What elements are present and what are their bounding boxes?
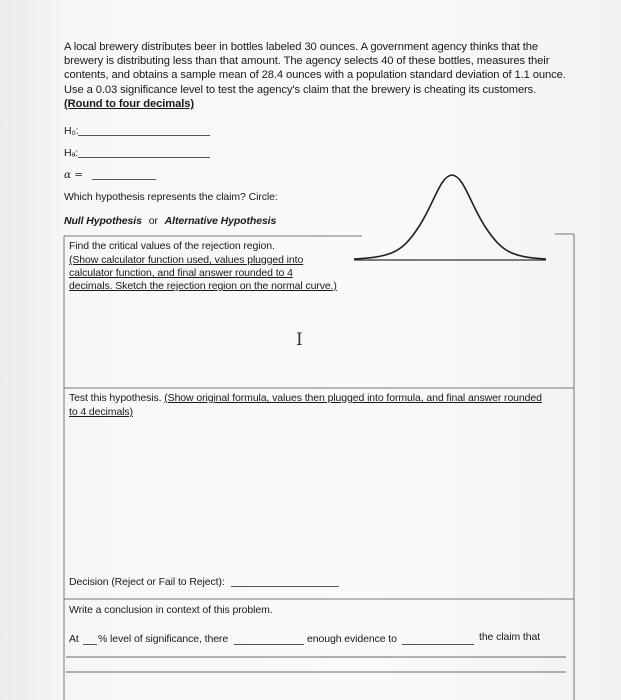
- there-is-blank[interactable]: [234, 644, 304, 645]
- conclusion-level-text: % level of significance, there: [98, 633, 229, 645]
- test-intro: Test this hypothesis.: [69, 392, 165, 404]
- ha-label: Hₐ:: [64, 147, 79, 159]
- problem-line-1: A local brewery distributes beer in bottles labeled 30 ounces. A government agency thinks that the: [64, 41, 539, 53]
- problem-line-4: Use a 0.03 significance level to test the agency's claim that the brewery is cheating its customers.: [64, 84, 537, 96]
- round-note: (Round to four decimals): [64, 98, 194, 110]
- null-hypothesis-option[interactable]: Null Hypothesis: [64, 215, 142, 227]
- conclusion-claim-text: the claim that: [479, 631, 541, 643]
- conclusion-prompt: Write a conclusion in context of this problem.: [69, 604, 273, 616]
- conclusion-at: At: [69, 633, 79, 645]
- alpha-label: α =: [64, 169, 83, 181]
- critical-values-instruction-3: decimals. Sketch the rejection region on the normal curve.): [69, 280, 337, 292]
- claim-question: Which hypothesis represents the claim? Circle:: [64, 191, 278, 203]
- normal-curve: [354, 175, 546, 259]
- critical-values-heading: Find the critical values of the rejection region.: [69, 240, 275, 252]
- problem-line-3: contents, and obtains a sample mean of 28.4 ounces with a population standard deviation of 1.1 ounce.: [64, 69, 566, 81]
- action-blank[interactable]: [402, 644, 474, 645]
- test-instruction-1: (Show original formula, values then plugged into formula, and final answer rounded: [164, 392, 542, 404]
- critical-values-instruction-1: (Show calculator function used, values plugged into: [69, 254, 304, 266]
- problem-line-2: brewery is distributing less than that amount. The agency selects 40 of these bottles, measures their: [64, 55, 550, 67]
- decision-answer-blank[interactable]: [231, 586, 339, 587]
- test-instruction-2: to 4 decimals): [69, 406, 133, 418]
- alternative-hypothesis-option[interactable]: Alternative Hypothesis: [164, 215, 277, 227]
- test-instructions: [69, 391, 542, 405]
- decision-label: Decision (Reject or Fail to Reject):: [69, 576, 225, 588]
- significance-percent-blank[interactable]: [83, 644, 97, 645]
- or-text: or: [148, 215, 158, 227]
- conclusion-enough-text: enough evidence to: [307, 633, 397, 645]
- critical-values-instruction-2: calculator function, and final answer rounded to 4: [69, 267, 293, 279]
- h0-label: H₀:: [64, 125, 79, 137]
- text-cursor-icon: I: [296, 330, 303, 350]
